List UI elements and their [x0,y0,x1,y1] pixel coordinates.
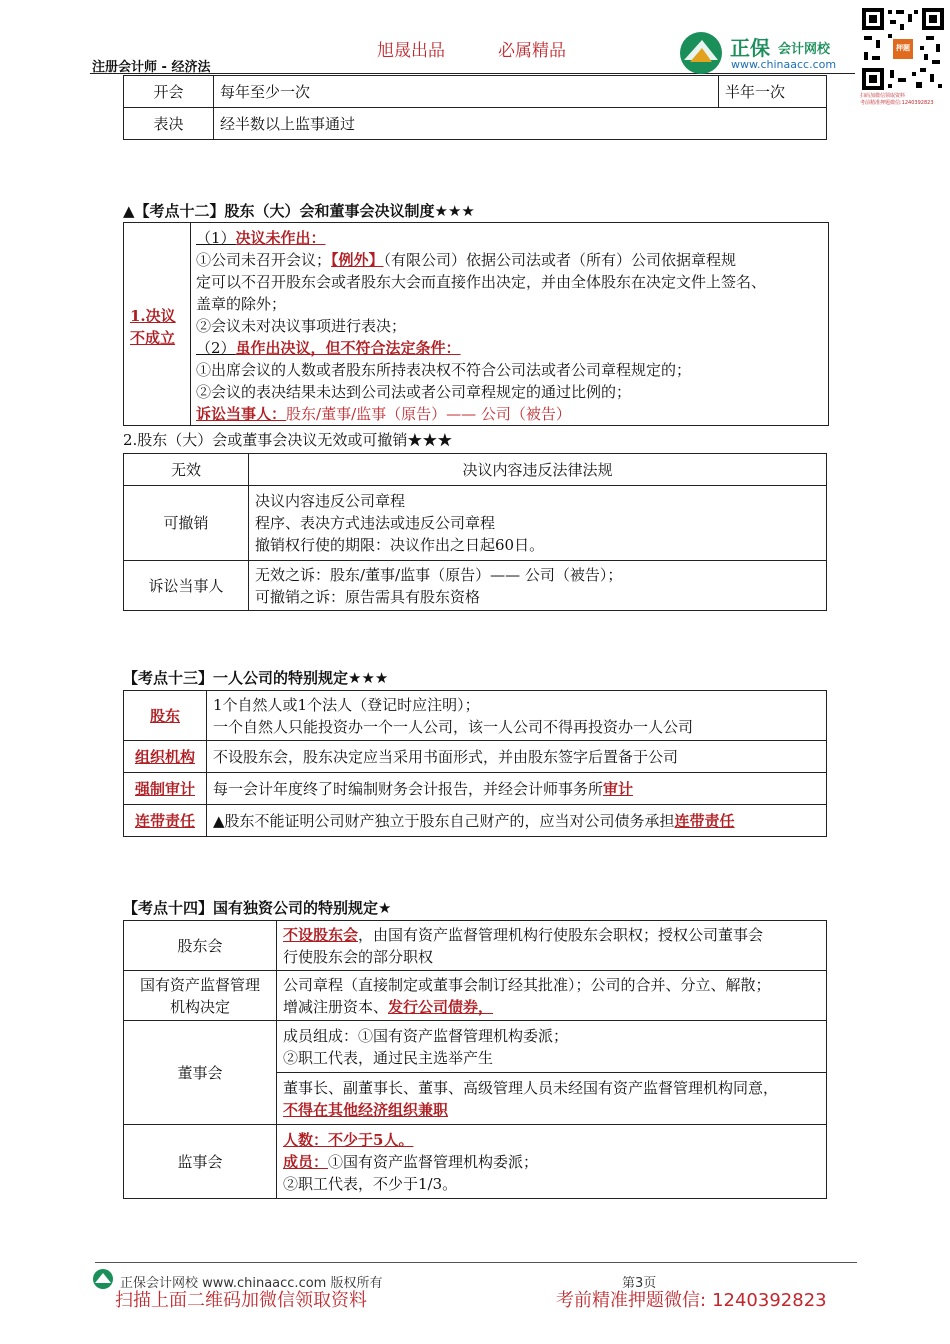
line [283,996,820,1018]
table-row [124,741,827,773]
one-person-company-table [123,690,827,837]
header-slogan-right: 必属精品 [498,41,566,61]
exception-tag: 【例外】 [331,251,384,269]
line [283,1151,820,1173]
row-label: 股东会 [124,921,277,971]
table-row [124,805,827,837]
text: ①国有资产监督管理机构委派； [328,1152,539,1171]
qr-center-label: 押题 [896,44,910,52]
row-label: 开会 [124,76,214,108]
line [196,249,826,271]
row-value [277,1021,827,1073]
line: 程序、表决方式违法或违反公司章程 [255,514,496,532]
line: ②会议的表决结果未达到公司法或者公司章程规定的通过比例的； [196,383,632,401]
line: 公司章程（直接制定或董事会制订经其批准）；公司的合并、分立、解散； [283,975,771,994]
item-number: （1） [196,229,236,247]
item-number: （2） [196,339,236,357]
footer-promo-right [556,1286,827,1312]
item-title: 决议未作出： [235,229,326,247]
section13-title: 【考点十三】一人公司的特别规定★★★ [123,669,389,687]
text: ，由国有资产监督管理机构行使股东会职权；授权公司董事会 [358,925,764,944]
left-label: 1.决议不成立 [130,307,176,347]
row-value: 每年至少一次 [214,76,719,108]
line [196,403,826,425]
state-owned-company-table [123,920,827,1199]
highlight: 不设股东会 [283,925,359,944]
page-number: 第3页 [622,1276,657,1291]
table-row [124,486,827,561]
row-value: 不设股东会，股东决定应当采用书面形式，并由股东签字后置备于公司 [207,741,827,773]
line: 撤销权行使的期限：决议作出之日起60日。 [255,536,545,554]
table-row [124,76,827,108]
cell-label: 可撤销 [124,486,249,561]
item-title: 虽作出决议，但不符合法定条件： [235,339,461,357]
litigant-label: 诉讼当事人： [196,405,287,423]
line [196,337,826,359]
label-line: 国有资产监督管理 [139,975,260,994]
row-value [277,1125,827,1199]
row-label: 董事会 [124,1021,277,1125]
text: ▲股东不能证明公司财产独立于股东自己财产的，应当对公司债务承担 [213,811,675,830]
line: ②会议未对决议事项进行表决； [196,317,407,335]
line: 1个自然人或1个法人（登记时应注明）； [213,695,480,714]
promo-label: 考前精准押题微信: [556,1290,707,1311]
row-label [124,971,277,1021]
cell-value [249,561,827,611]
table-row [124,773,827,805]
row-label: 连带责任 [124,805,207,837]
table-row [124,1021,827,1073]
qr-caption-2: 考前精准押题微信:1240392823 [860,100,934,106]
line: 不得在其他经济组织兼职 [283,1100,449,1119]
footer-promo-left: 扫描上面二维码加微信领取资料 [115,1290,367,1311]
cell-value: 决议内容违反法律法规 [249,454,827,486]
row-label: 表决 [124,108,214,140]
table-row [124,108,827,140]
line: 决议内容违反公司章程 [255,492,406,510]
table-row [124,921,827,971]
brand-logo [678,30,858,76]
line: 定可以不召开股东会或者股东大会而直接作出决定，并由全体股东在决定文件上签名、 [196,273,767,291]
header-slogan-left: 旭晟出品 [377,41,445,61]
row-value [207,773,827,805]
row-value [207,691,827,741]
text: 增减注册资本、 [283,997,389,1016]
line: 人数：不少于5人。 [283,1130,414,1149]
line: ②职工代表，不少于1/3。 [283,1174,458,1193]
column-divider [190,223,191,425]
line: ②职工代表，通过民主选举产生 [283,1048,494,1067]
line: 一个自然人只能投资办一个一人公司，该一人公司不得再投资办一人公司 [213,717,694,736]
promo-number: 1240392823 [712,1290,827,1311]
line: 成员组成：①国有资产监督管理机构委派； [283,1026,569,1045]
row-value [207,805,827,837]
text: 每一会计年度终了时编制财务会计报告，并经会计师事务所 [213,779,604,798]
highlight: 连带责任 [674,811,735,830]
row-label: 监事会 [124,1125,277,1199]
line: 无效之诉：股东/董事/监事（原告）—— 公司（被告）； [255,565,623,584]
row-value [277,921,827,971]
row-value [277,1073,827,1125]
row-extra: 半年一次 [719,76,827,108]
footer-rule [95,1262,857,1263]
highlight: 成员： [283,1152,329,1171]
resolution-content [196,227,826,425]
section12-title: ▲【考点十二】股东（大）会和董事会决议制度★★★ [123,202,475,220]
footer-logo-icon [92,1268,114,1290]
line: ①出席会议的人数或者股东所持表决权不符合公司法或者公司章程规定的； [196,361,692,379]
text: （有限公司）依据公司法或者（所有）公司依据章程规 [383,251,737,269]
resolution-box [123,222,829,426]
litigant-text: 股东/董事/监事（原告）—— 公司（被告） [286,405,571,423]
line [283,924,820,946]
row-value [277,971,827,1021]
table-row [124,691,827,741]
highlight: 审计 [603,779,634,798]
row-label: 强制审计 [124,773,207,805]
invalid-table [123,453,827,611]
highlight: 发行公司债券， [388,997,494,1016]
table-row [124,454,827,486]
cell-label: 诉讼当事人 [124,561,249,611]
text: ①公司未召开会议； [196,251,332,269]
line: 盖章的除外； [196,295,287,313]
row-label: 股东 [124,691,207,741]
line [196,227,826,249]
doc-title: 注册会计师 - 经济法 [92,60,211,75]
table-row [124,1125,827,1199]
supervisor-table [123,75,827,140]
brand-url: www.chinaacc.com [731,58,837,71]
table-row [124,971,827,1021]
line: 董事长、副董事长、董事、高级管理人员未经国有资产监督管理机构同意， [283,1078,779,1097]
line: 行使股东会的部分职权 [283,947,434,966]
brand-sub: 会计网校 [778,42,831,57]
line: 可撤销之诉：原告需具有股东资格 [255,587,481,606]
cell-value [249,486,827,561]
footer-brand: 正保会计网校 www.chinaacc.com 版权所有 [120,1276,383,1291]
table-row [124,561,827,611]
section12-subtitle: 2.股东（大）会或董事会决议无效或可撤销★★★ [123,431,453,449]
section14-title: 【考点十四】国有独资公司的特别规定★ [123,899,392,917]
brand-name: 正保 [730,36,770,60]
qr-caption-1: 扫码加微信领取资料 [860,93,906,99]
qr-code [860,6,946,92]
brand-logo-icon [678,30,726,76]
cell-label: 无效 [124,454,249,486]
row-label: 组织机构 [124,741,207,773]
row-value: 经半数以上监事通过 [214,108,827,140]
label-line: 机构决定 [169,997,230,1016]
